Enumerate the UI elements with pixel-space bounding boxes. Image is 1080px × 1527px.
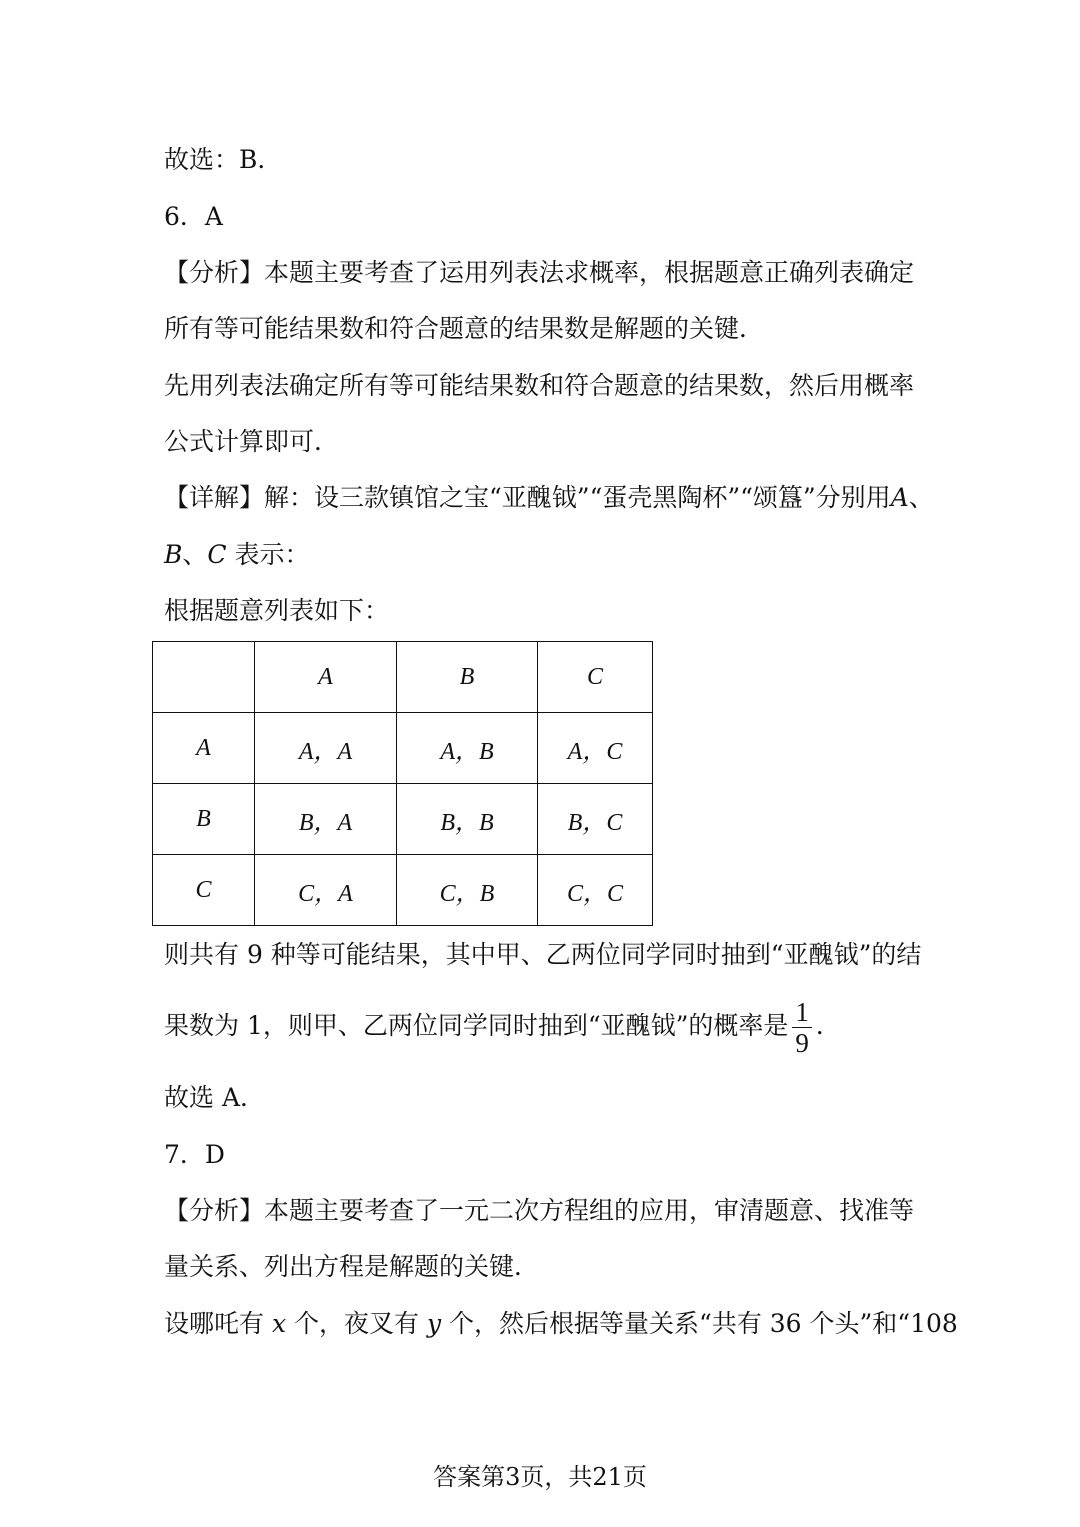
math-var: A [890,483,909,512]
text-span: 果数为 1，则甲、乙两位同学同时抽到“亚醜钺”的概率是 [164,1011,789,1040]
math-var: B [164,540,183,569]
question-number: 7．D [164,1140,225,1169]
table-cell: A，B [397,713,538,784]
table-cell [153,642,255,713]
text-span: 【详解】解：设三款镇馆之宝“亚醜钺”“蛋壳黑陶杯”“颂簋”分别用 [164,483,891,512]
table-cell: C [538,642,653,713]
table-header-row [153,642,653,713]
fraction [792,997,812,1058]
text-line: 先用列表法确定所有等可能结果数和符合题意的结果数，然后用概率 [164,371,915,400]
table-cell: A [153,713,255,784]
text-line [164,1309,958,1339]
text-line: 【分析】本题主要考查了一元二次方程组的应用，审清题意、找准等 [164,1196,915,1225]
table-cell: C，C [538,855,653,926]
table-cell: C，B [397,855,538,926]
text-span: 个，夜叉有 [286,1309,427,1338]
table-cell: B，C [538,784,653,855]
text-span: ． [815,1011,841,1040]
table-cell: B，A [255,784,397,855]
text-line: 所有等可能结果数和符合题意的结果数是解题的关键． [164,314,765,343]
table-row [153,784,653,855]
text-line: 则共有 9 种等可能结果，其中甲、乙两位同学同时抽到“亚醜钺”的结 [164,940,922,969]
text-line [164,540,309,570]
table-cell: A [255,642,397,713]
text-line: 故选：B． [164,145,283,174]
text-line: 【分析】本题主要考查了运用列表法求概率，根据题意正确列表确定 [164,258,915,287]
math-var: x [271,1309,287,1338]
table-row [153,713,653,784]
table-cell: C，A [255,855,397,926]
text-line: 公式计算即可． [164,427,340,456]
table-cell: B，B [397,784,538,855]
math-var: C [207,540,227,569]
table-cell: A，A [255,713,397,784]
question-number: 6．A [164,202,223,231]
text-line: 故选 A． [164,1083,266,1112]
table-row [153,855,653,926]
table-cell: A，C [538,713,653,784]
table-cell: C [153,855,255,926]
probability-table [152,641,653,926]
text-line [164,993,841,1059]
text-span: 、 [908,483,934,512]
table-cell: B [153,784,255,855]
fraction-numerator: 1 [792,997,812,1028]
math-var: y [426,1309,442,1338]
page-footer: 答案第3页，共21页 [433,1463,647,1491]
text-line: 根据题意列表如下： [164,596,390,625]
fraction-denominator: 9 [795,1028,809,1058]
table-cell: B [397,642,538,713]
text-span: 、 [182,540,208,569]
text-span: 表示： [226,540,310,569]
text-line [164,483,934,513]
text-span: 设哪吒有 [164,1309,272,1338]
text-line: 量关系、列出方程是解题的关键． [164,1252,540,1281]
text-span: 个，然后根据等量关系“共有 36 个头”和“108 [441,1309,958,1338]
